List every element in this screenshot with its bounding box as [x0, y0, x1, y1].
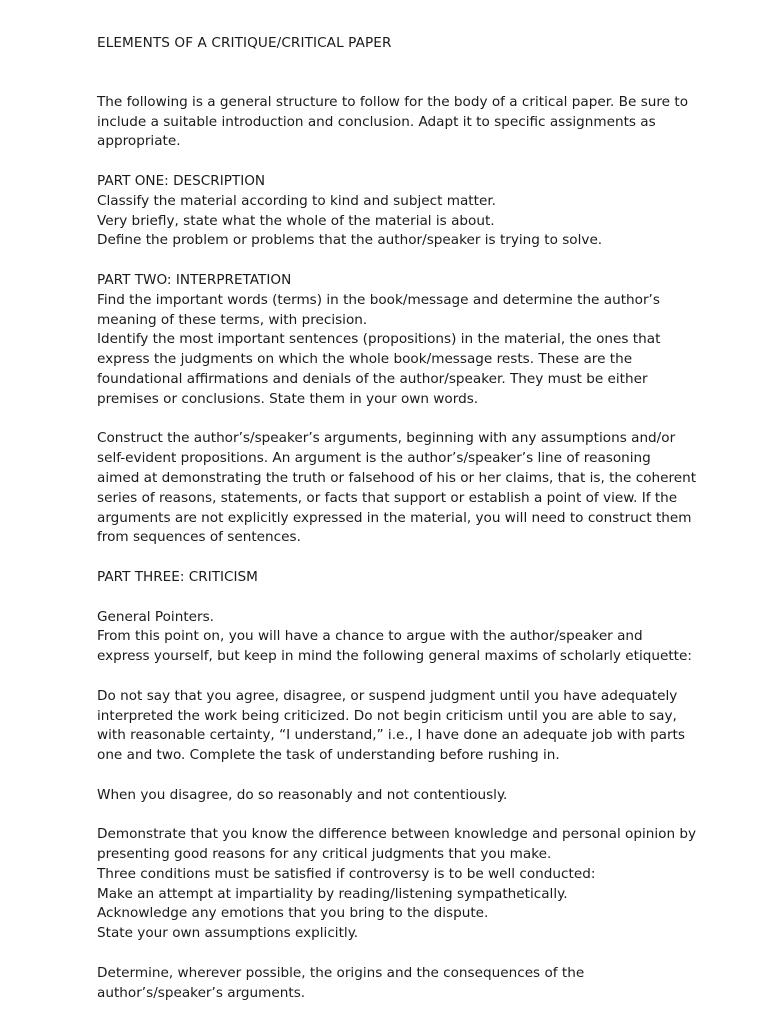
part-two-propositions-item: Identify the most important sentences (propositions) in the material, the ones that express the judgments on which the whole book/message rests. These are the foundational affirmations and denials of the author/speaker. They must be either premises or conclusions. State them in your own words. — [97, 331, 661, 407]
origins-paragraph: Determine, wherever possible, the origins and the consequences of the author’s/speaker’s arguments. — [97, 964, 585, 1001]
condition-item: Make an attempt at impartiality by reading/listening sympathetically. — [97, 885, 568, 902]
maxim-understand-paragraph: Do not say that you agree, disagree, or suspend judgment until you have adequately interpreted the work being criticized. Do not begin criticism until you are able to say, with reasonable certainty, “I understand,” i.e., I have done an adequate job with parts one and two. Complete the task of understanding before rushing in. — [97, 687, 685, 764]
part-two-section — [97, 271, 697, 410]
conditions-intro: Three conditions must be satisfied if controversy is to be well conducted: — [97, 865, 596, 882]
part-one-section — [97, 172, 697, 251]
document-title: ELEMENTS OF A CRITIQUE/CRITICAL PAPER — [97, 35, 392, 51]
general-pointers-heading: General Pointers. — [97, 608, 215, 625]
intro-paragraph: The following is a general structure to follow for the body of a critical paper. Be sure to include a suitable introduction and conclusion. Adapt it to specific assignments as appropriate. — [97, 93, 689, 150]
general-pointers-text: From this point on, you will have a chance to argue with the author/speaker and express yourself, but keep in mind the following general maxims of scholarly etiquette: — [97, 628, 692, 665]
controversy-section — [97, 825, 697, 944]
condition-item: State your own assumptions explicitly. — [97, 925, 359, 942]
condition-item: Acknowledge any emotions that you bring to the dispute. — [97, 905, 489, 922]
general-pointers-section — [97, 608, 697, 667]
part-three-heading: PART THREE: CRITICISM — [97, 568, 258, 585]
maxim-knowledge-text: Demonstrate that you know the difference between knowledge and personal opinion by presenting good reasons for any critical judgments that you make. — [97, 826, 697, 863]
maxim-disagree-paragraph: When you disagree, do so reasonably and not contentiously. — [97, 786, 508, 803]
part-one-item: Classify the material according to kind and subject matter. — [97, 192, 496, 209]
arguments-paragraph: Construct the author’s/speaker’s arguments, beginning with any assumptions and/or self-evident propositions. An argument is the author’s/speaker’s line of reasoning aimed at demonstrating the truth or falsehood of his or her claims, that is, the coherent series of reasons, statements, or facts that support or establish a point of view. If the arguments are not explicitly expressed in the material, you will need to construct them from sequences of sentences. — [97, 430, 697, 546]
part-one-item: Define the problem or problems that the author/speaker is trying to solve. — [97, 232, 603, 249]
document-page — [97, 34, 697, 1023]
part-one-item: Very briefly, state what the whole of the material is about. — [97, 212, 495, 229]
part-two-terms-item: Find the important words (terms) in the book/message and determine the author’s meaning of these terms, with precision. — [97, 291, 660, 328]
part-two-heading: PART TWO: INTERPRETATION — [97, 271, 292, 288]
part-one-heading: PART ONE: DESCRIPTION — [97, 172, 266, 189]
